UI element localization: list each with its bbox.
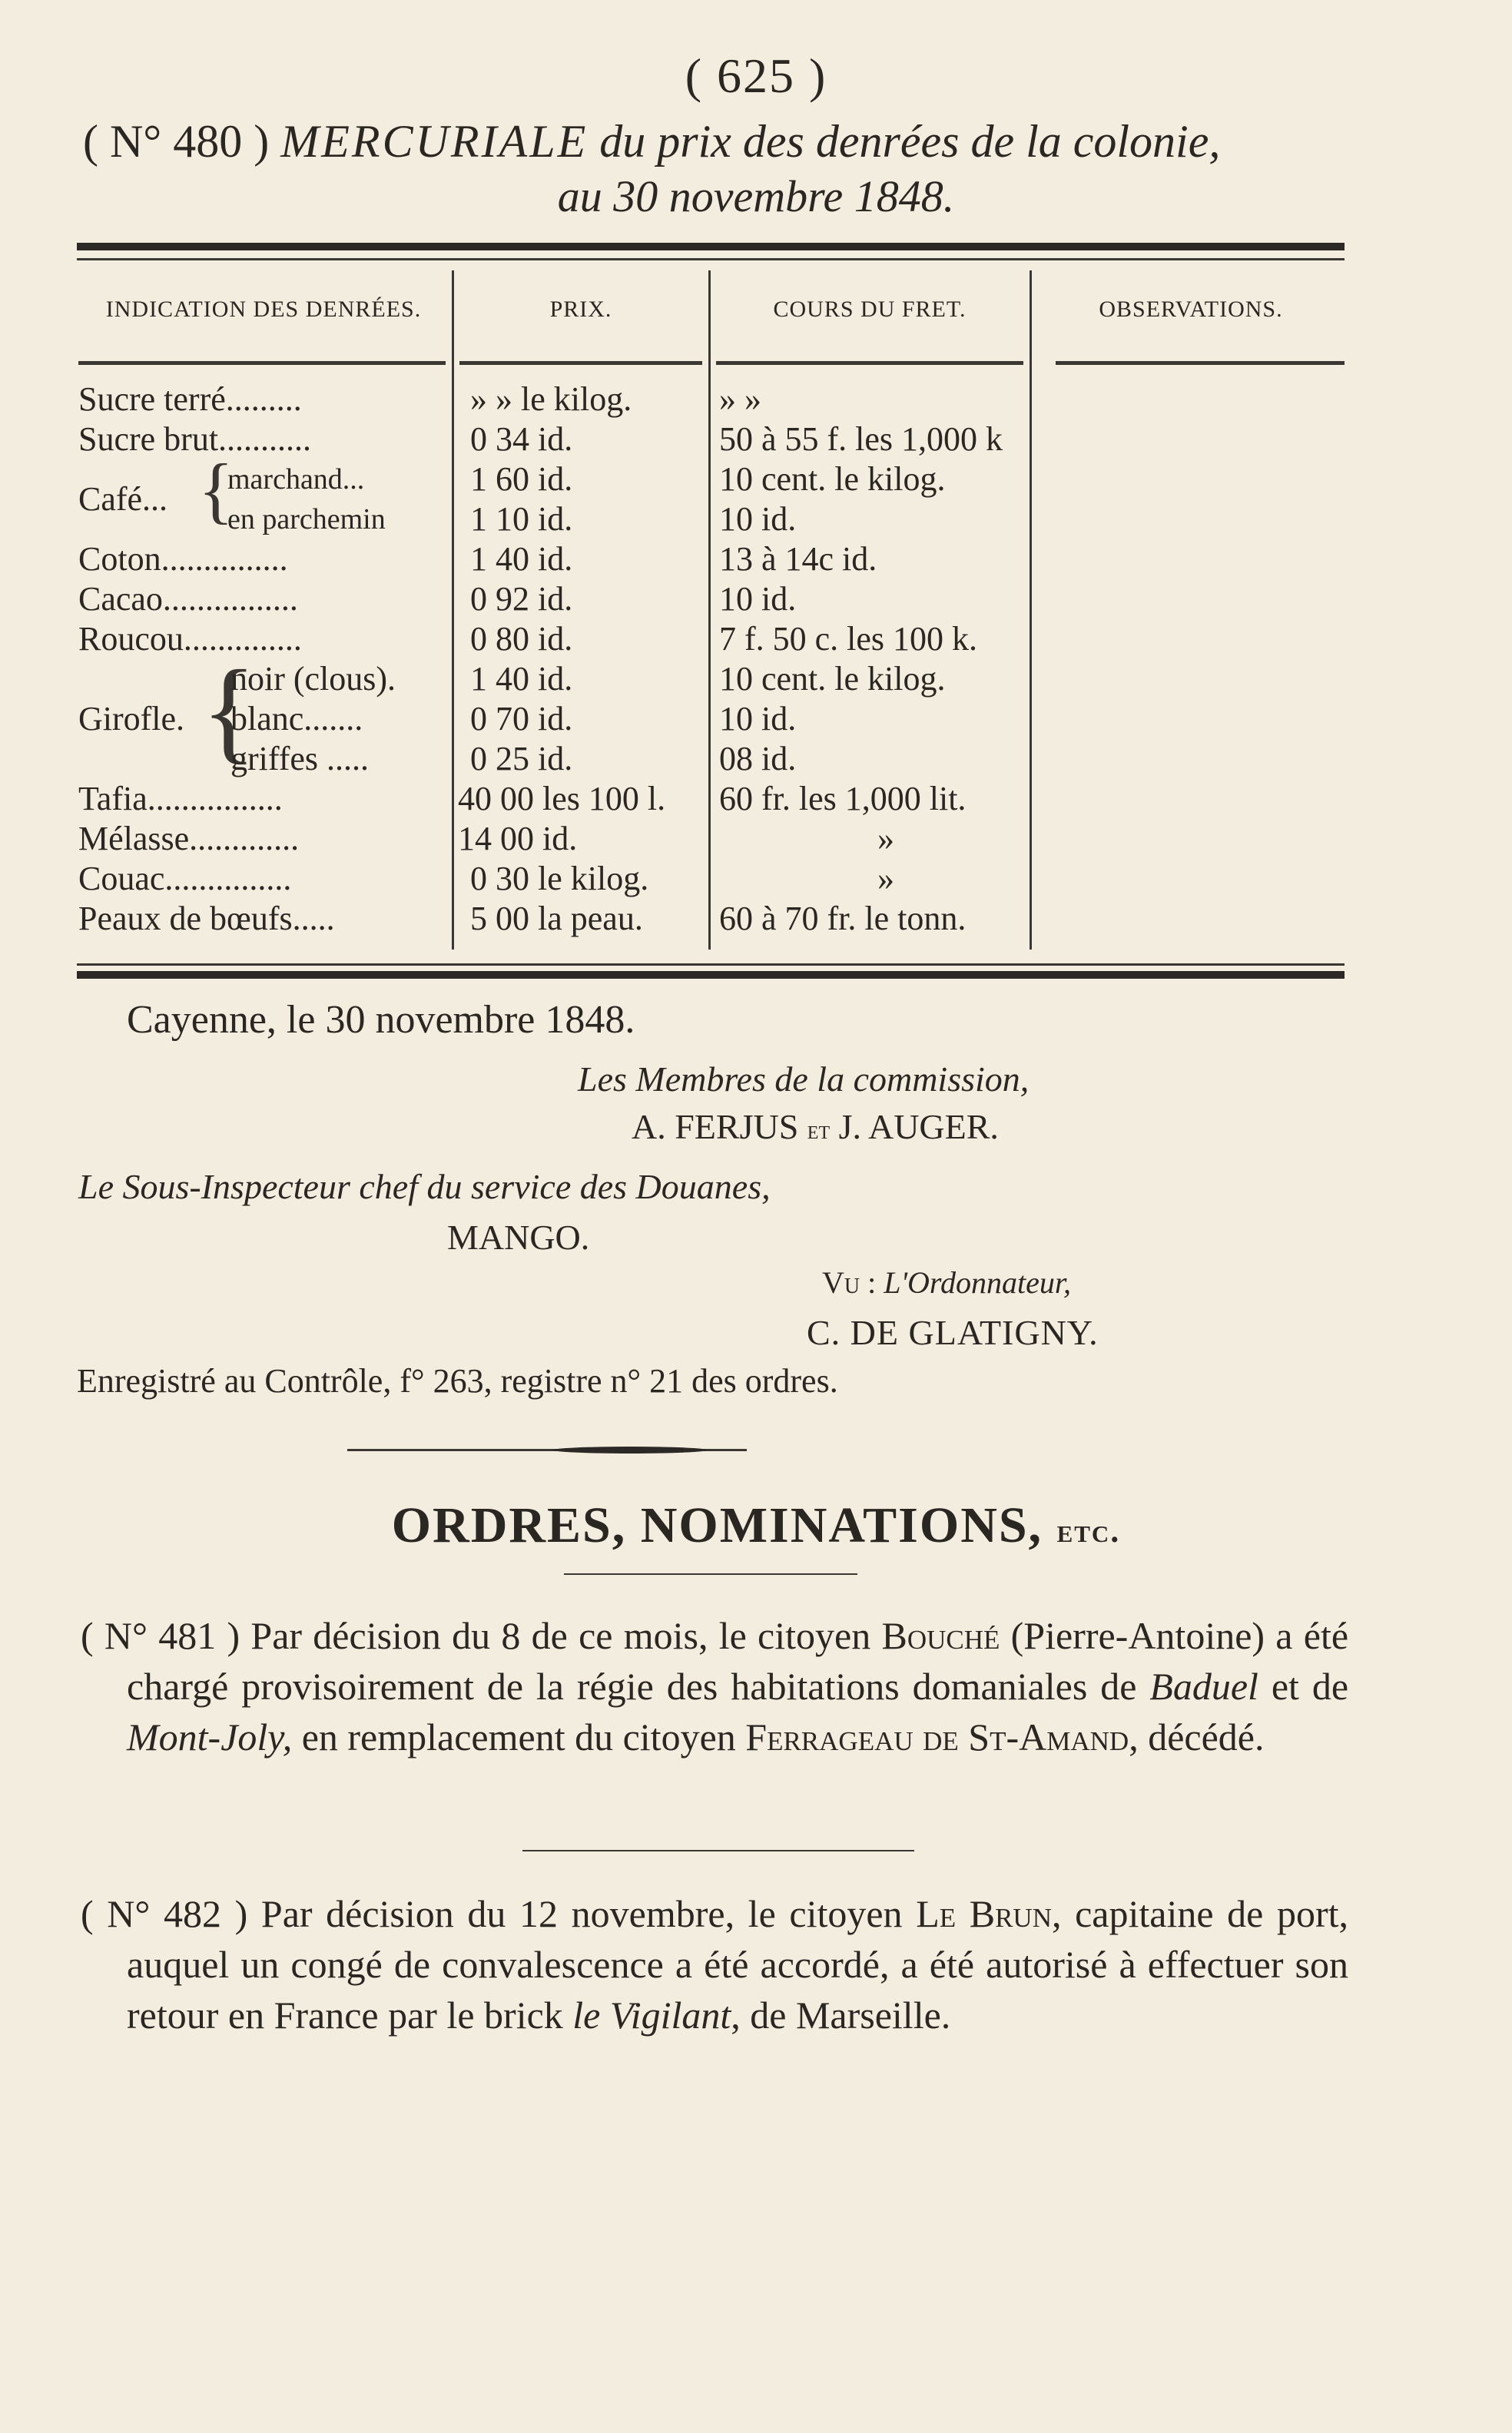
price-value: 0 25 id. [470,740,573,777]
header-underline [716,361,1023,365]
table-row [0,819,1512,859]
freight-value: 60 fr. les 1,000 lit. [719,780,967,817]
commission-label: Les Membres de la commission, [578,1059,1030,1099]
mercuriale-title-rest: du prix des denrées de la colonie, [599,116,1221,167]
freight-value: 10 cent. le kilog. [719,660,946,698]
ornament-rule-center [553,1447,707,1454]
header-underline [459,361,702,365]
table-row [0,659,1512,699]
product-name: Mélasse............. [78,820,300,857]
place-name: Baduel [1149,1665,1258,1708]
price-value: 1 10 id. [470,500,573,538]
table-row [0,779,1512,819]
product-name: Tafia................ [78,780,283,817]
price-value: 0 80 id. [470,620,573,658]
table-row [0,539,1512,579]
product-name: griffes ..... [230,740,370,777]
order-text: et de [1271,1665,1349,1708]
table-top-rule [77,243,1345,250]
price-value: 1 40 id. [470,660,573,698]
vu-label: Vu : [822,1265,877,1300]
registration-note: Enregistré au Contrôle, f° 263, registre n° 21 des ordres. [77,1362,838,1400]
brace-icon: { [198,449,234,531]
ordonnateur-name: C. DE GLATIGNY. [807,1313,1099,1352]
header-underline [78,361,446,365]
group-label-cafe: Café... [78,480,168,518]
separator-rule [522,1850,914,1851]
table-row [0,699,1512,739]
brace-icon: { [201,647,257,774]
price-value: 0 30 le kilog. [470,860,649,897]
table-row [0,499,1512,539]
order-text: en remplacement du citoyen [301,1715,736,1758]
section-heading-etc: etc. [1056,1512,1121,1550]
place-date: Cayenne, le 30 novembre 1848. [127,998,635,1042]
mercuriale-title-main: MERCURIALE [280,116,589,167]
order-text: , décédé. [1129,1715,1265,1758]
order-paragraph [81,1888,1349,2040]
freight-value: 7 f. 50 c. les 100 k. [719,620,978,658]
person-name: Bouché [881,1614,1000,1657]
order-text: (Pierre-Antoine) a été chargé provisoirement de la régie des habitations domaniales de [127,1614,1349,1708]
ordonnateur-line [822,1265,1071,1301]
person-name: Le Brun [916,1892,1052,1935]
price-value: 0 92 id. [470,580,573,618]
freight-value: » [877,820,894,857]
table-bottom-rule-thin [77,963,1345,966]
sous-inspecteur-label: Le Sous-Inspecteur chef du service des Douanes, [78,1167,771,1206]
freight-value: 10 cent. le kilog. [719,460,946,498]
header-underline [1056,361,1345,365]
table-row [0,459,1512,499]
freight-value: 60 à 70 fr. le tonn. [719,900,967,937]
price-value: 0 34 id. [470,420,573,458]
table-row [0,579,1512,619]
person-name: Ferrageau de St-Amand [745,1715,1129,1758]
product-name: Couac............... [78,860,292,897]
price-value: 1 40 id. [470,540,573,578]
price-value: 0 70 id. [470,700,573,738]
column-header-freight: COURS DU FRET. [773,297,967,322]
product-name: en parchemin [227,503,386,535]
member-name: J. AUGER. [838,1107,999,1146]
page-number: ( 625 ) [685,48,827,103]
order-number: ( N° 481 ) [81,1614,240,1657]
mercuriale-number: ( N° 480 ) [83,116,270,167]
order-text: Par décision du 8 de ce mois, le citoyen [250,1614,871,1657]
order-number: ( N° 482 ) [81,1892,248,1935]
section-heading [0,1497,1512,1555]
product-name: Peaux de bœufs..... [78,900,335,937]
freight-value: 50 à 55 f. les 1,000 k [719,420,1003,458]
freight-value: » [877,860,894,897]
commission-members [632,1106,999,1147]
table-row [0,380,1512,419]
product-name: blanc....... [230,700,363,738]
member-conjunction: et [807,1116,831,1145]
mercuriale-date: au 30 novembre 1848. [557,171,955,221]
product-name: Sucre terré......... [78,380,302,418]
price-value: 14 00 id. [458,820,578,857]
group-label-girofle: Girofle. [78,700,185,738]
product-name: Sucre brut........... [78,420,312,458]
price-value: 5 00 la peau. [470,900,643,937]
section-underline [564,1573,857,1575]
freight-value: 13 à 14c id. [719,540,877,578]
ship-name: le Vigilant [572,1994,731,2037]
table-top-rule-thin [77,258,1345,260]
product-name: noir (clous). [230,660,396,698]
mercuriale-title [83,115,1358,168]
price-value: » » le kilog. [470,380,632,418]
table-row [0,899,1512,939]
table-bottom-rule [77,971,1345,979]
freight-value: 10 id. [719,700,797,738]
product-name: Roucou.............. [78,620,302,658]
order-text: , capitaine de port, auquel un congé de convalescence a été accordé, a été autorisé à effectuer son retour en France par le brick [127,1892,1349,2037]
column-header-price: PRIX. [549,297,612,322]
product-name: marchand... [227,463,365,496]
column-header-observations: OBSERVATIONS. [1099,297,1283,322]
table-row [0,859,1512,899]
freight-value: » » [719,380,761,418]
place-name: Mont-Joly, [127,1715,293,1758]
ordonnateur-label: L'Ordonnateur, [884,1265,1072,1300]
order-text: , de Marseille. [731,1994,951,2037]
member-name: A. FERJUS [632,1107,799,1146]
order-text: Par décision du 12 novembre, le citoyen [260,1892,903,1935]
freight-value: 08 id. [719,740,797,777]
freight-value: 10 id. [719,580,797,618]
column-header-products: INDICATION DES DENRÉES. [105,297,422,322]
order-paragraph [81,1610,1349,1762]
table-row [0,739,1512,779]
section-heading-main: ORDRES, NOMINATIONS, [391,1497,1043,1553]
product-name: Coton............... [78,540,288,578]
freight-value: 10 id. [719,500,797,538]
price-value: 40 00 les 100 l. [458,780,666,817]
sous-inspecteur-name: MANGO. [447,1218,590,1257]
price-value: 1 60 id. [470,460,573,498]
product-name: Cacao................ [78,580,298,618]
